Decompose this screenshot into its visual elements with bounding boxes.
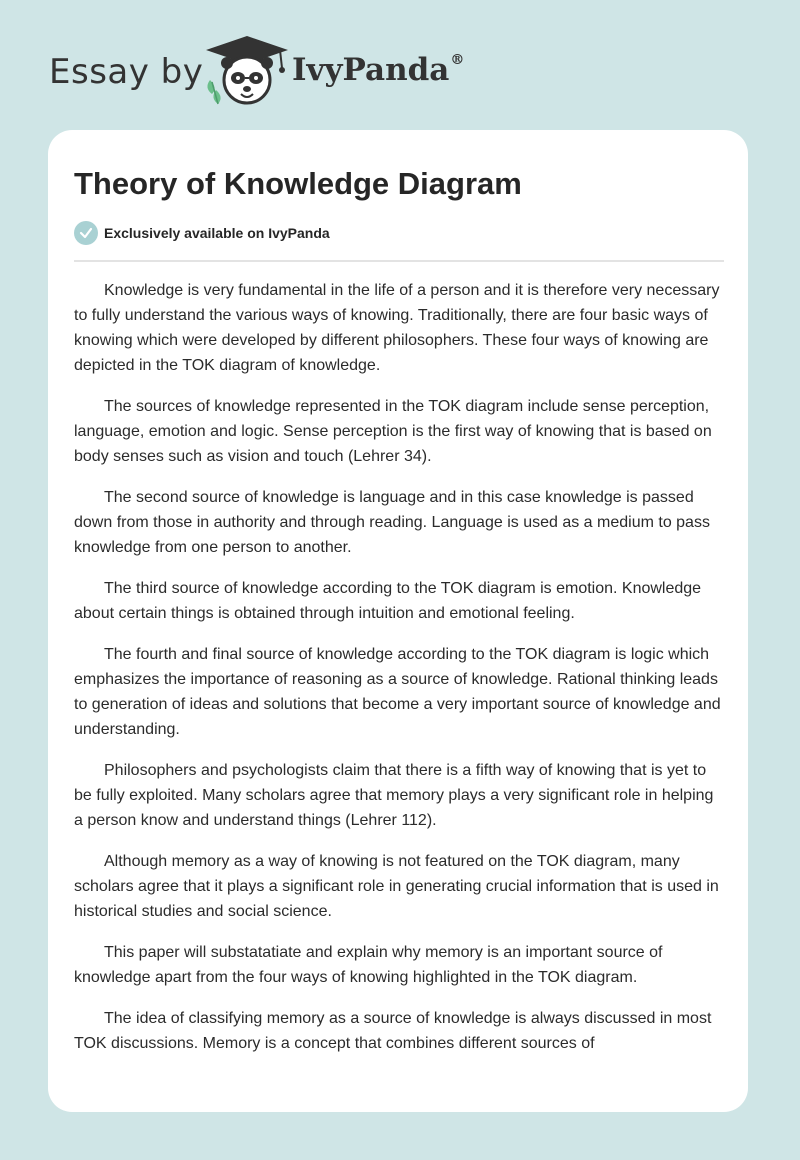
paragraph: This paper will substatatiate and explain why memory is an important source of knowledge apart from the four ways of knowing highlighted in the TOK diagram. bbox=[74, 944, 663, 986]
registered-mark: ® bbox=[450, 52, 465, 68]
site-header bbox=[0, 0, 800, 130]
brand-name[interactable] bbox=[292, 52, 464, 88]
checkmark-icon bbox=[74, 221, 98, 245]
essay-body bbox=[74, 278, 724, 1072]
exclusive-badge-label: Exclusively available on IvyPanda bbox=[104, 225, 330, 241]
exclusive-badge bbox=[74, 221, 330, 245]
panda-logo-icon[interactable] bbox=[202, 34, 292, 111]
brand-name-text: IvyPanda bbox=[292, 52, 450, 88]
paragraph: The sources of knowledge represented in the TOK diagram include sense perception, language, emotion and logic. Sense perception is the first way of knowing that is based on body senses such as vision and touch (Lehrer 34). bbox=[74, 398, 712, 465]
essay-card bbox=[48, 130, 748, 1112]
paragraph: The second source of knowledge is language and in this case knowledge is passed down from those in authority and through reading. Language is used as a medium to pass knowledge from one person to another. bbox=[74, 489, 710, 556]
paragraph: Knowledge is very fundamental in the life of a person and it is therefore very necessary to fully understand the various ways of knowing. Traditionally, there are four basic ways of knowing which were developed by different philosophers. These four ways of knowing are depicted in the TOK diagram of knowledge. bbox=[74, 282, 720, 374]
divider bbox=[74, 260, 724, 262]
paragraph: The third source of knowledge according to the TOK diagram is emotion. Knowledge about certain things is obtained through intuition and emotional feeling. bbox=[74, 580, 702, 622]
paragraph: Philosophers and psychologists claim that there is a fifth way of knowing that is yet to be fully exploited. Many scholars agree that memory plays a very significant role in helping a person know and understand things (Lehrer 112). bbox=[74, 762, 714, 829]
essay-by-label: Essay by bbox=[49, 52, 204, 92]
paragraph: The idea of classifying memory as a source of knowledge is always discussed in most TOK discussions. Memory is a concept that combines different sources of bbox=[74, 1010, 712, 1052]
paragraph: The fourth and final source of knowledge according to the TOK diagram is logic which emphasizes the importance of reasoning as a source of knowledge. Rational thinking leads to generation of ideas and solutions that become a very important source of knowledge and understanding. bbox=[74, 646, 721, 738]
paragraph: Although memory as a way of knowing is not featured on the TOK diagram, many scholars agree that it plays a significant role in generating crucial information that is used in historical studies and social science. bbox=[74, 853, 719, 920]
page-title: Theory of Knowledge Diagram bbox=[74, 166, 522, 201]
